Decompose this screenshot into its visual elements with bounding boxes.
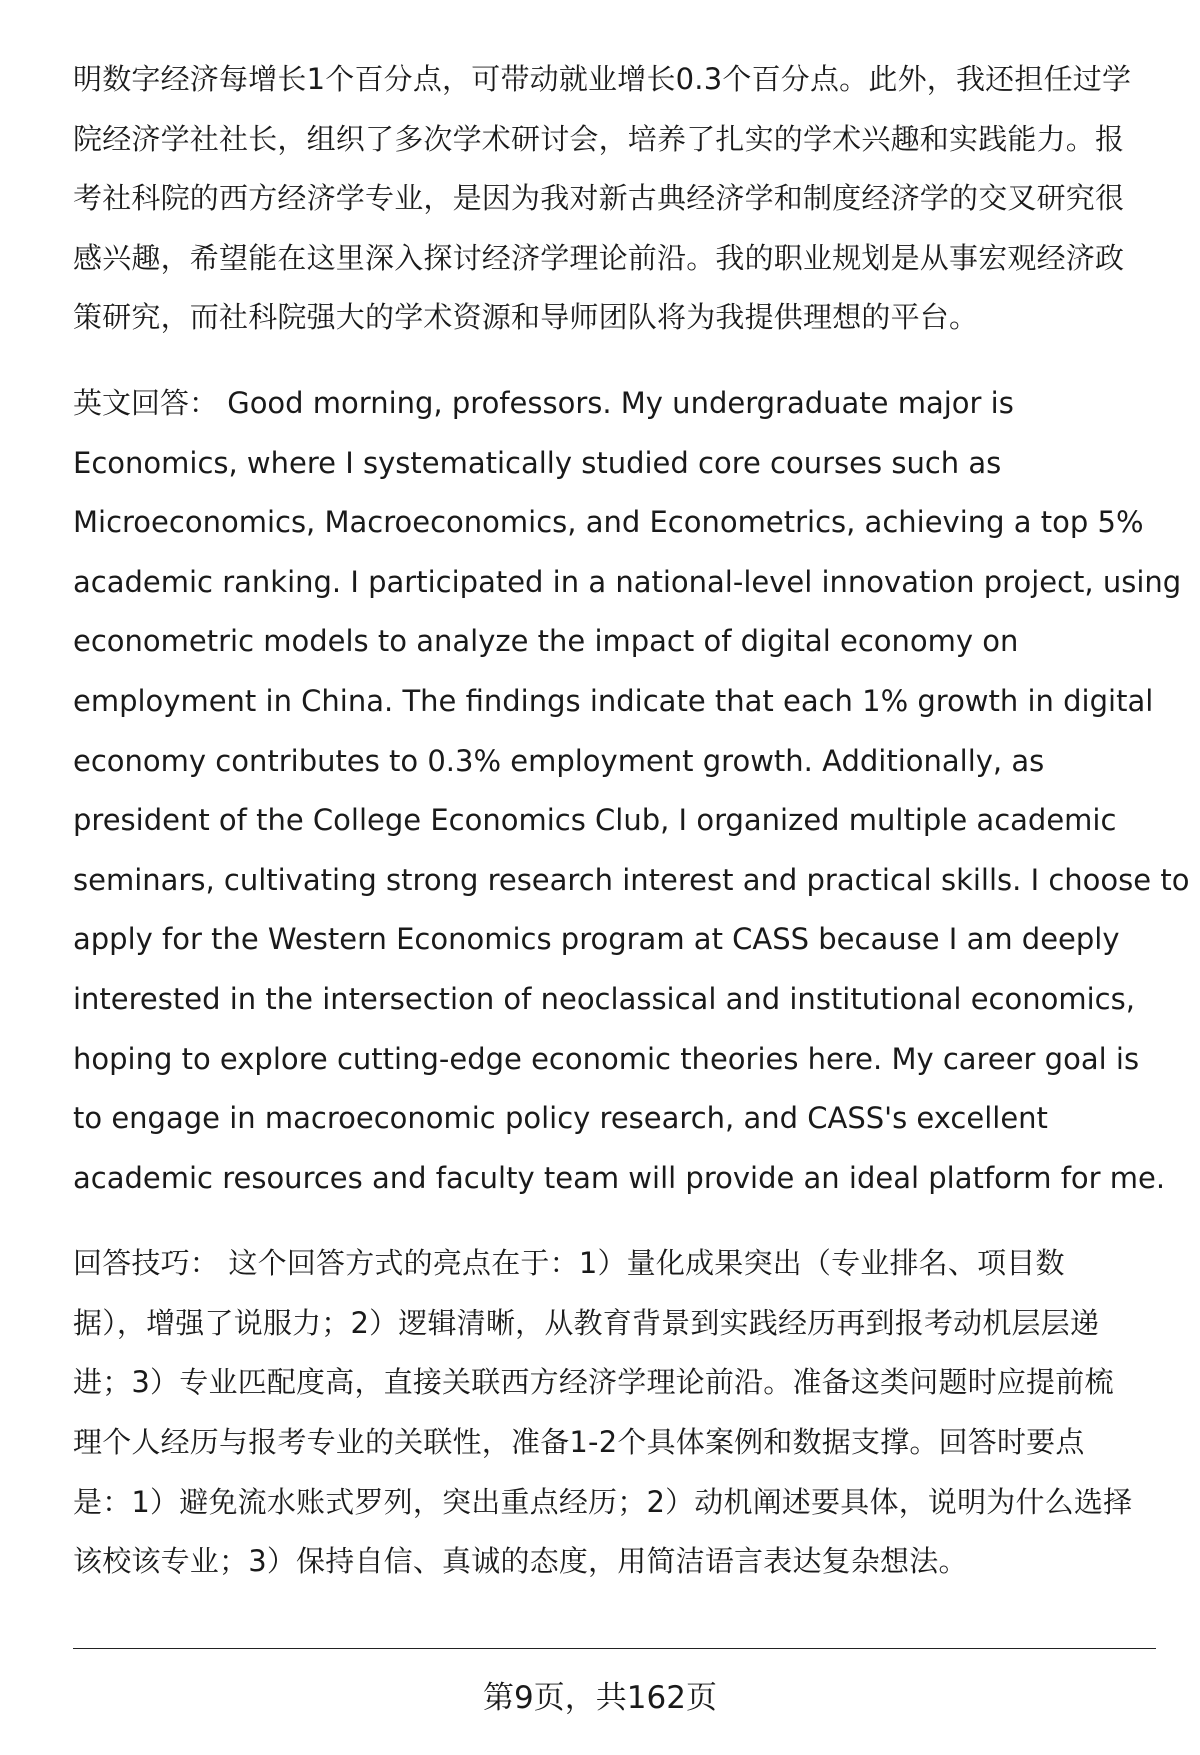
- text-line: 英文回答： Good morning, professors. My undergraduate major is: [73, 385, 1014, 420]
- text-line: 院经济学社社长，组织了多次学术研讨会，培养了扎实的学术兴趣和实践能力。报: [73, 121, 1125, 156]
- text-line: 感兴趣，希望能在这里深入探讨经济学理论前沿。我的职业规划是从事宏观经济政: [73, 240, 1125, 275]
- text-line: 策研究，而社科院强大的学术资源和导师团队将为我提供理想的平台。: [73, 300, 979, 335]
- text-line: to engage in macroeconomic policy research, and CASS's excellent: [73, 1101, 1048, 1136]
- text-line: 进；3）专业匹配度高，直接关联西方经济学理论前沿。准备这类问题时应提前梳: [73, 1365, 1114, 1400]
- text-line: econometric models to analyze the impact of digital economy on: [73, 624, 1019, 659]
- text-line: 据），增强了说服力；2）逻辑清晰，从教育背景到实践经历再到报考动机层层递: [73, 1305, 1100, 1340]
- text-line: 是：1）避免流水账式罗列，突出重点经历；2）动机阐述要具体，说明为什么选择: [73, 1484, 1133, 1519]
- text-line: seminars, cultivating strong research interest and practical skills. I choose to: [73, 862, 1190, 897]
- text-line: academic ranking. I participated in a national-level innovation project, using: [73, 564, 1182, 599]
- text-line: economy contributes to 0.3% employment growth. Additionally, as: [73, 743, 1045, 778]
- paragraph-answer-tips: [73, 1234, 1163, 1592]
- paragraph-intro-cn: [73, 50, 1163, 348]
- text-line: 该校该专业；3）保持自信、真诚的态度，用简洁语言表达复杂想法。: [73, 1544, 968, 1579]
- text-line: Economics, where I systematically studied core courses such as: [73, 445, 1002, 480]
- text-line: 回答技巧： 这个回答方式的亮点在于：1）量化成果突出（专业排名、项目数: [73, 1246, 1065, 1281]
- text-line: interested in the intersection of neoclassical and institutional economics,: [73, 981, 1135, 1016]
- text-line: Microeconomics, Macroeconomics, and Econometrics, achieving a top 5%: [73, 505, 1144, 540]
- text-line: apply for the Western Economics program at CASS because I am deeply: [73, 922, 1120, 957]
- text-line: hoping to explore cutting-edge economic theories here. My career goal is: [73, 1041, 1140, 1076]
- text-line: 理个人经历与报考专业的关联性，准备1-2个具体案例和数据支撑。回答时要点: [73, 1425, 1085, 1460]
- paragraph-english-answer: [73, 374, 1190, 1208]
- text-line: 考社科院的西方经济学专业，是因为我对新古典经济学和制度经济学的交叉研究很: [73, 181, 1125, 216]
- document-body: [73, 50, 1190, 1618]
- footer-divider: [73, 1648, 1156, 1649]
- text-line: employment in China. The findings indicate that each 1% growth in digital: [73, 683, 1154, 718]
- text-line: academic resources and faculty team will provide an ideal platform for me.: [73, 1160, 1166, 1195]
- text-line: 明数字经济每增长1个百分点，可带动就业增长0.3个百分点。此外，我还担任过学: [73, 62, 1132, 96]
- page-number: 第9页，共162页: [483, 1680, 717, 1716]
- text-line: president of the College Economics Club, I organized multiple academic: [73, 803, 1117, 838]
